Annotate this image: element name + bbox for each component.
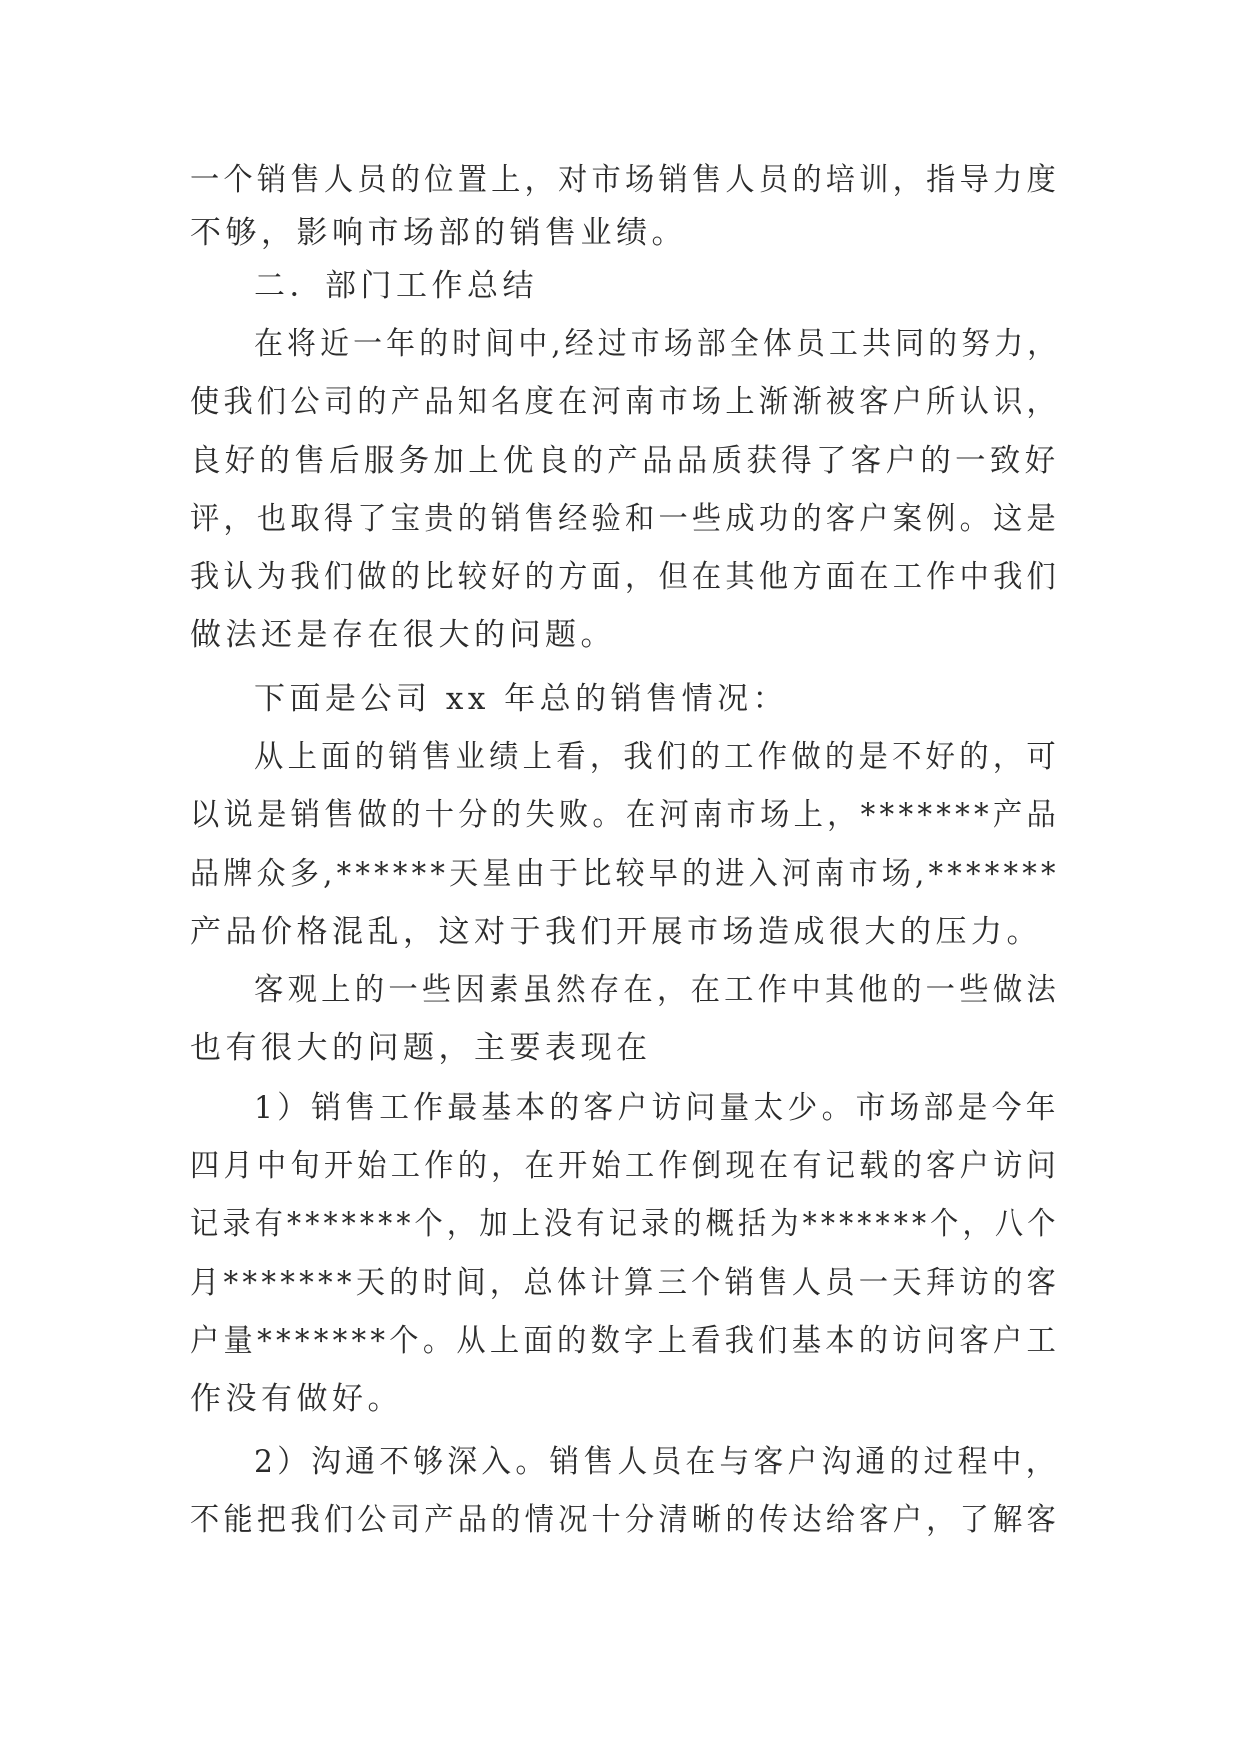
text-line: 评，也取得了宝贵的销售经验和一些成功的客户案例。这是	[190, 501, 1061, 537]
text-line: 户量*******个。从上面的数字上看我们基本的访问客户工	[190, 1323, 1060, 1359]
text-line: 良好的售后服务加上优良的产品品质获得了客户的一致好	[190, 443, 1060, 479]
text-line: 品牌众多,******天星由于比较早的进入河南市场,*******	[190, 856, 1060, 892]
text-line: 不能把我们公司产品的情况十分清晰的传达给客户，了解客	[190, 1502, 1061, 1538]
text-line: 下面是公司 xx 年总的销售情况：	[254, 681, 789, 717]
text-line: 从上面的销售业绩上看，我们的工作做的是不好的，可	[254, 739, 1060, 775]
text-line: 四月中旬开始工作的，在开始工作倒现在有记载的客户访问	[190, 1148, 1061, 1184]
text-line: 一个销售人员的位置上，对市场销售人员的培训，指导力度	[190, 162, 1061, 198]
text-line: 2）沟通不够深入。销售人员在与客户沟通的过程中，	[254, 1444, 1060, 1480]
text-line: 在将近一年的时间中,经过市场部全体员工共同的努力，	[254, 326, 1061, 362]
text-line: 以说是销售做的十分的失败。在河南市场上，*******产品	[190, 797, 1060, 833]
section-heading: 二．部门工作总结	[254, 268, 538, 304]
text-line: 也有很大的问题，主要表现在	[190, 1030, 652, 1066]
text-line: 1）销售工作最基本的客户访问量太少。市场部是今年	[254, 1090, 1060, 1126]
text-line: 我认为我们做的比较好的方面，但在其他方面在工作中我们	[190, 559, 1061, 595]
text-line: 不够，影响市场部的销售业绩。	[190, 215, 687, 251]
text-line: 记录有*******个，加上没有记录的概括为*******个，八个	[190, 1206, 1060, 1242]
text-line: 产品价格混乱，这对于我们开展市场造成很大的压力。	[190, 914, 1042, 950]
text-line: 作没有做好。	[190, 1381, 403, 1417]
text-line: 客观上的一些因素虽然存在，在工作中其他的一些做法	[254, 972, 1060, 1008]
text-line: 月*******天的时间，总体计算三个销售人员一天拜访的客	[190, 1265, 1060, 1301]
text-line: 使我们公司的产品知名度在河南市场上渐渐被客户所认识，	[190, 384, 1061, 420]
text-line: 做法还是存在很大的问题。	[190, 617, 616, 653]
